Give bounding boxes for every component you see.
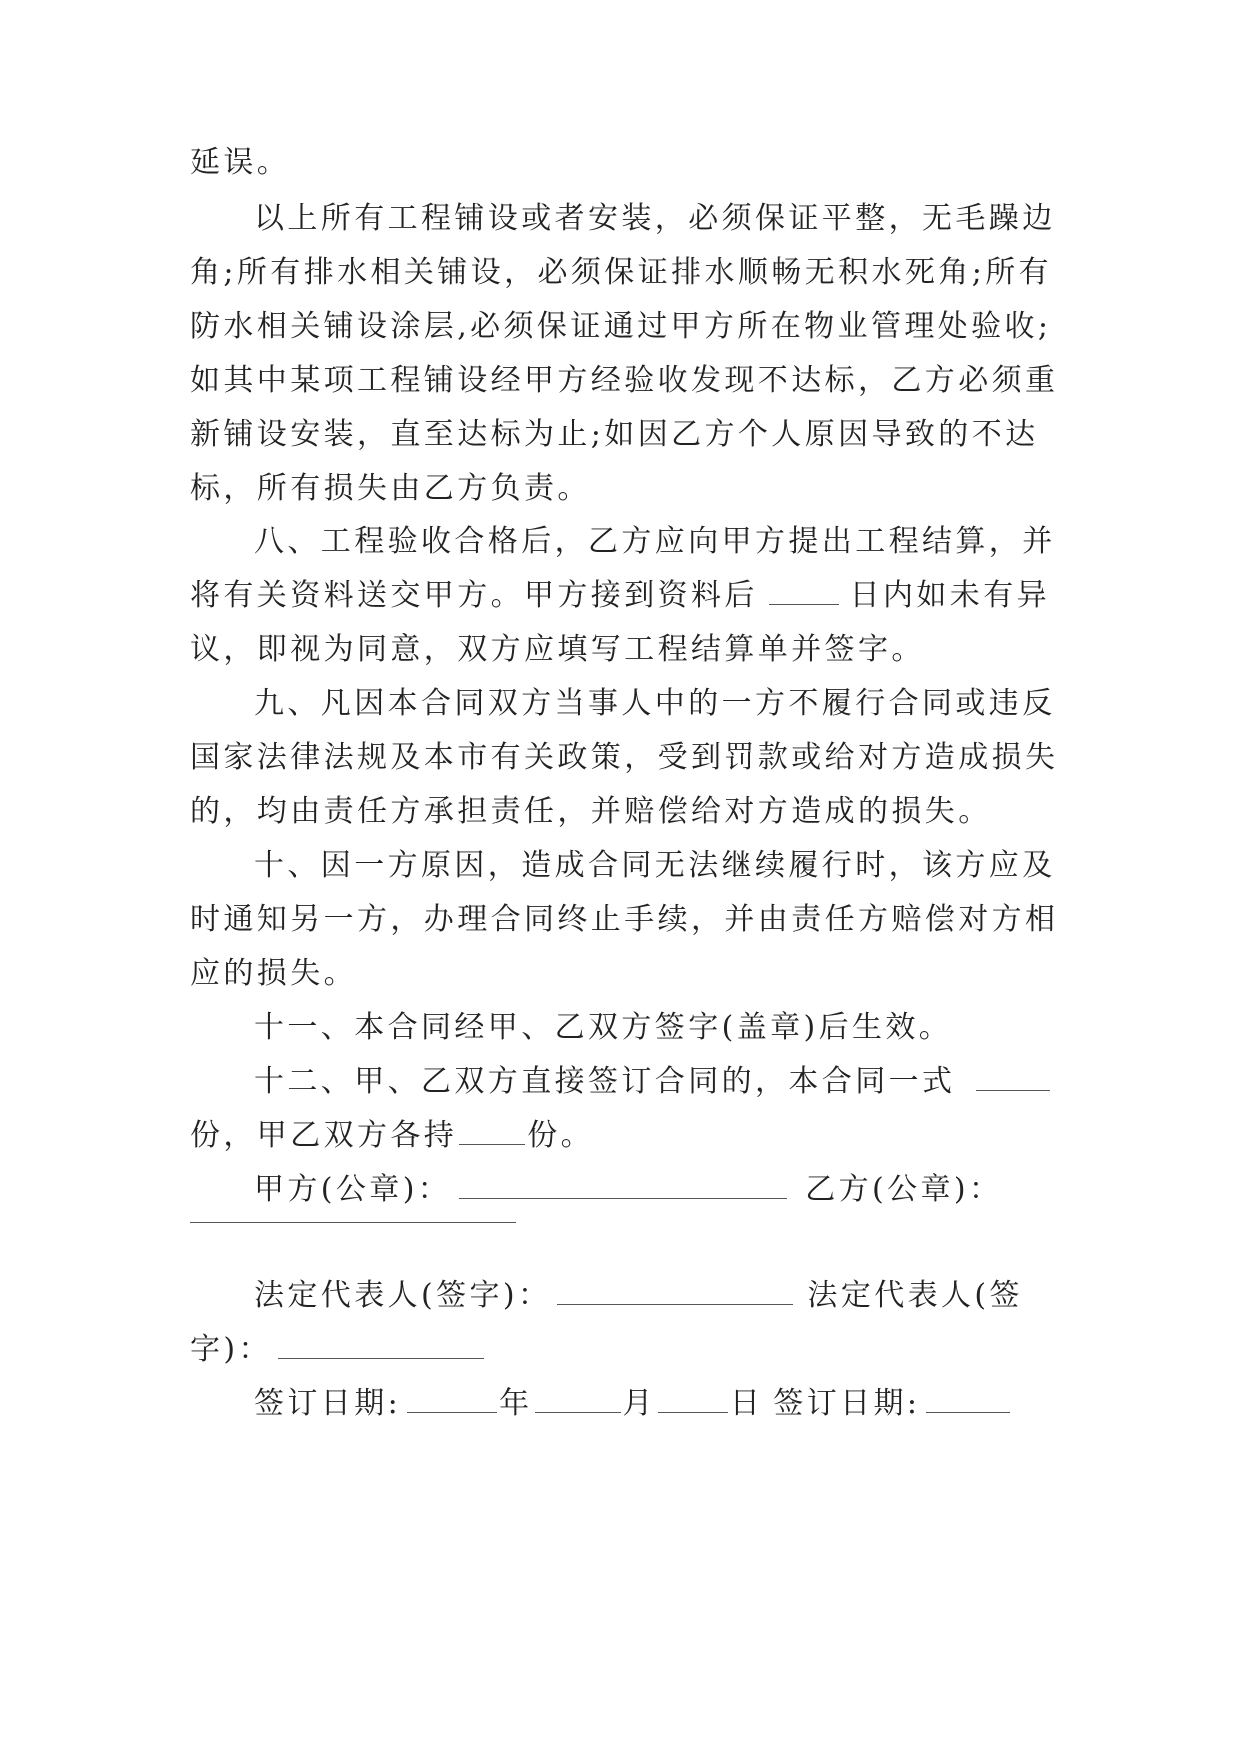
blank-copies[interactable] xyxy=(976,1062,1050,1091)
line-text: 份，甲乙双方各持 xyxy=(190,1118,458,1153)
paragraph-line-with-blank xyxy=(190,576,1050,616)
legal-rep-a-blank[interactable] xyxy=(557,1276,793,1305)
paragraph-line: 标，所有损失由乙方负责。 xyxy=(190,471,591,506)
year-blank[interactable] xyxy=(407,1384,497,1413)
sign-date-b-blank[interactable] xyxy=(926,1384,1010,1413)
paragraph-line-with-blank xyxy=(254,1062,1050,1102)
party-b-seal-blank[interactable] xyxy=(190,1222,516,1223)
line-text: 份。 xyxy=(527,1118,595,1153)
line-text: 十二、甲、乙双方直接签订合同的，本合同一式 xyxy=(254,1064,956,1099)
paragraph-line: 应的损失。 xyxy=(190,956,357,991)
paragraph-line: 如其中某项工程铺设经甲方经验收发现不达标，乙方必须重 xyxy=(190,363,1059,398)
paragraph-line: 十一、本合同经甲、乙双方签字(盖章)后生效。 xyxy=(254,1010,953,1045)
party-a-seal-row xyxy=(254,1170,1002,1210)
legal-rep-b-blank[interactable] xyxy=(278,1330,484,1359)
month-label: 月 xyxy=(622,1386,656,1421)
paragraph-line-with-blank xyxy=(190,1116,594,1156)
legal-rep-b-label: 法定代表人(签 xyxy=(807,1278,1023,1313)
paragraph-line: 以上所有工程铺设或者安装，必须保证平整，无毛躁边 xyxy=(254,201,1056,236)
legal-rep-b-label-end: 字)： xyxy=(190,1332,272,1367)
paragraph-line: 时通知另一方，办理合同终止手续，并由责任方赔偿对方相 xyxy=(190,902,1059,937)
line-text: 日内如未有异 xyxy=(849,578,1050,613)
paragraph-line: 延误。 xyxy=(190,145,291,180)
paragraph-line: 八、工程验收合格后，乙方应向甲方提出工程结算，并 xyxy=(254,524,1056,559)
paragraph-line: 防水相关铺设涂层,必须保证通过甲方所在物业管理处验收; xyxy=(190,309,1052,344)
paragraph-line: 角;所有排水相关铺设，必须保证排水顺畅无积水死角;所有 xyxy=(190,255,1053,290)
blank-each-copies[interactable] xyxy=(459,1116,525,1145)
party-b-label: 乙方(公章)： xyxy=(805,1172,1003,1207)
party-a-label: 甲方(公章)： xyxy=(254,1172,452,1207)
sign-date-b-label: 签订日期: xyxy=(773,1386,921,1421)
legal-rep-row xyxy=(254,1276,1023,1316)
year-label: 年 xyxy=(499,1386,533,1421)
blank-days[interactable] xyxy=(769,576,839,605)
paragraph-line: 的，均由责任方承担责任，并赔偿给对方造成的损失。 xyxy=(190,794,992,829)
paragraph-line: 新铺设安装，直至达标为止;如因乙方个人原因导致的不达 xyxy=(190,417,1039,452)
party-a-seal-blank[interactable] xyxy=(459,1170,787,1199)
sign-date-a-label: 签订日期: xyxy=(254,1386,402,1421)
paragraph-line: 议，即视为同意，双方应填写工程结算单并签字。 xyxy=(190,632,925,667)
paragraph-line: 十、因一方原因，造成合同无法继续履行时，该方应及 xyxy=(254,848,1056,883)
sign-date-row xyxy=(254,1384,1012,1424)
paragraph-line: 国家法律法规及本市有关政策，受到罚款或给对方造成损失 xyxy=(190,740,1059,775)
line-text: 将有关资料送交甲方。甲方接到资料后 xyxy=(190,578,758,613)
paragraph-line: 九、凡因本合同双方当事人中的一方不履行合同或违反 xyxy=(254,686,1056,721)
day-label: 日 xyxy=(729,1386,764,1421)
month-blank[interactable] xyxy=(535,1384,621,1413)
legal-rep-b-row xyxy=(190,1330,486,1370)
legal-rep-a-label: 法定代表人(签字)： xyxy=(254,1278,552,1313)
day-blank[interactable] xyxy=(658,1384,728,1413)
